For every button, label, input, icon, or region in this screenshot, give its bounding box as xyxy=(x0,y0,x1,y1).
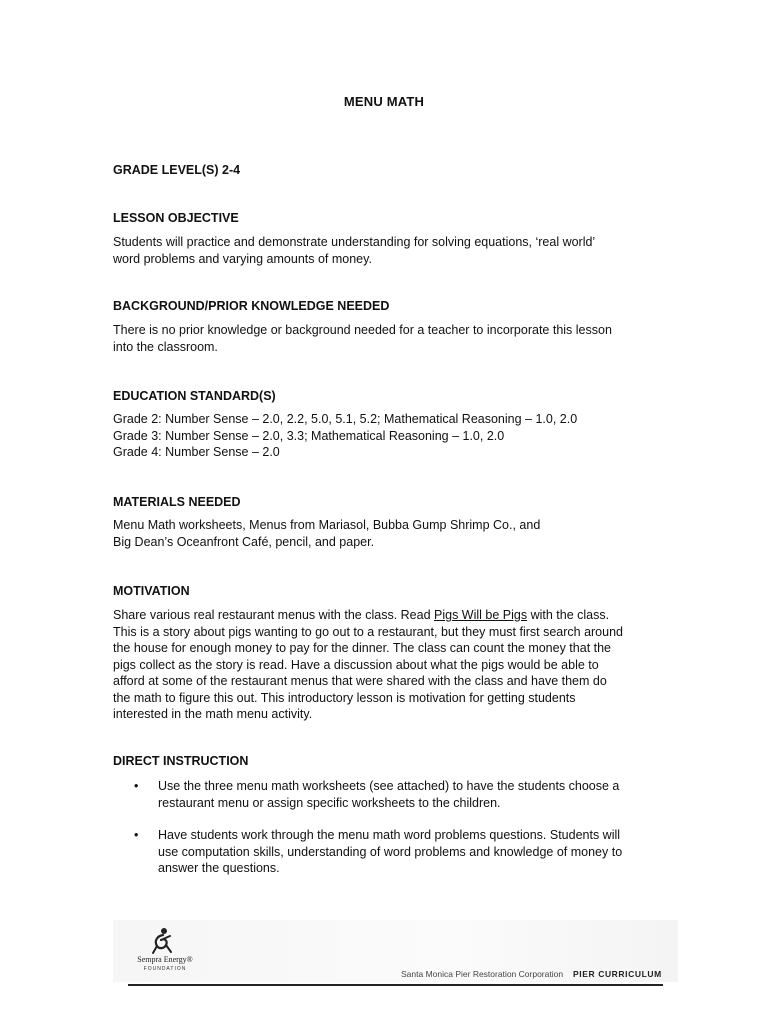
text-line: word problems and varying amounts of money. xyxy=(113,251,372,266)
text-line: Use the three menu math worksheets (see attached) to have the students choose a xyxy=(158,779,620,793)
text-segment: with the class. xyxy=(527,608,610,622)
dancer-icon xyxy=(149,927,175,955)
list-item-text xyxy=(158,827,693,877)
text-line: Menu Math worksheets, Menus from Mariasol, Bubba Gump Shrimp Co., and xyxy=(113,518,541,532)
motivation-text xyxy=(113,607,693,723)
text-line: Big Dean’s Oceanfront Café, pencil, and paper. xyxy=(113,534,375,549)
motivation-heading: MOTIVATION xyxy=(113,584,190,598)
footer-organization: Santa Monica Pier Restoration Corporation xyxy=(401,969,564,979)
text-line: into the classroom. xyxy=(113,339,218,354)
list-item-text xyxy=(158,778,693,811)
text-line: Have students work through the menu math word problems questions. Students will xyxy=(158,828,621,842)
materials-text xyxy=(113,517,693,550)
background-heading: BACKGROUND/PRIOR KNOWLEDGE NEEDED xyxy=(113,299,390,313)
direct-instruction-heading: DIRECT INSTRUCTION xyxy=(113,754,249,768)
text-line: This is a story about pigs wanting to go out to a restaurant, but they must first search around xyxy=(113,624,623,639)
text-line xyxy=(113,607,693,624)
bullet-icon: • xyxy=(134,828,139,842)
text-line: the math to figure this out. This introductory lesson is motivation for getting students xyxy=(113,690,576,705)
text-line: afford at some of the restaurant menus that were shared with the class and have them do xyxy=(113,674,607,688)
background-text xyxy=(113,322,693,355)
lesson-objective-heading: LESSON OBJECTIVE xyxy=(113,211,239,225)
text-line: Grade 4: Number Sense – 2.0 xyxy=(113,445,280,459)
text-line: interested in the math menu activity. xyxy=(113,707,313,721)
bullet-icon: • xyxy=(134,779,139,793)
text-line: the house for enough money to pay for the dinner. The class can count the money that the xyxy=(113,641,612,655)
text-line: Grade 2: Number Sense – 2.0, 2.2, 5.0, 5.1, 5.2; Mathematical Reasoning – 1.0, 2.0 xyxy=(113,412,578,426)
text-segment: Share various real restaurant menus with the class. Read xyxy=(113,608,434,622)
text-line: There is no prior knowledge or background needed for a teacher to incorporate this lesson xyxy=(113,323,612,337)
sempra-energy-logo xyxy=(130,927,200,977)
text-line: answer the questions. xyxy=(158,861,280,875)
standards-text xyxy=(113,411,693,461)
text-line: use computation skills, understanding of word problems and knowledge of money to xyxy=(158,844,623,859)
text-line: Students will practice and demonstrate understanding for solving equations, ‘real world’ xyxy=(113,235,596,249)
logo-subtitle: FOUNDATION xyxy=(143,966,187,972)
materials-heading: MATERIALS NEEDED xyxy=(113,495,241,509)
footer-curriculum: PIER CURRICULUM xyxy=(573,969,662,979)
lesson-objective-text xyxy=(113,234,693,267)
grade-level-heading: GRADE LEVEL(S) 2-4 xyxy=(113,163,241,177)
book-title: Pigs Will be Pigs xyxy=(434,608,528,622)
standards-heading: EDUCATION STANDARD(S) xyxy=(113,389,276,403)
logo-name: Sempra Energy® xyxy=(137,955,193,964)
text-line: pigs collect as the story is read. Have a discussion about what the pigs would be able to xyxy=(113,657,599,672)
text-line: Grade 3: Number Sense – 2.0, 3.3; Mathematical Reasoning – 1.0, 2.0 xyxy=(113,428,505,443)
page-title: MENU MATH xyxy=(343,94,425,109)
footer-divider xyxy=(128,984,663,986)
text-line: restaurant menu or assign specific worksheets to the children. xyxy=(158,795,501,810)
